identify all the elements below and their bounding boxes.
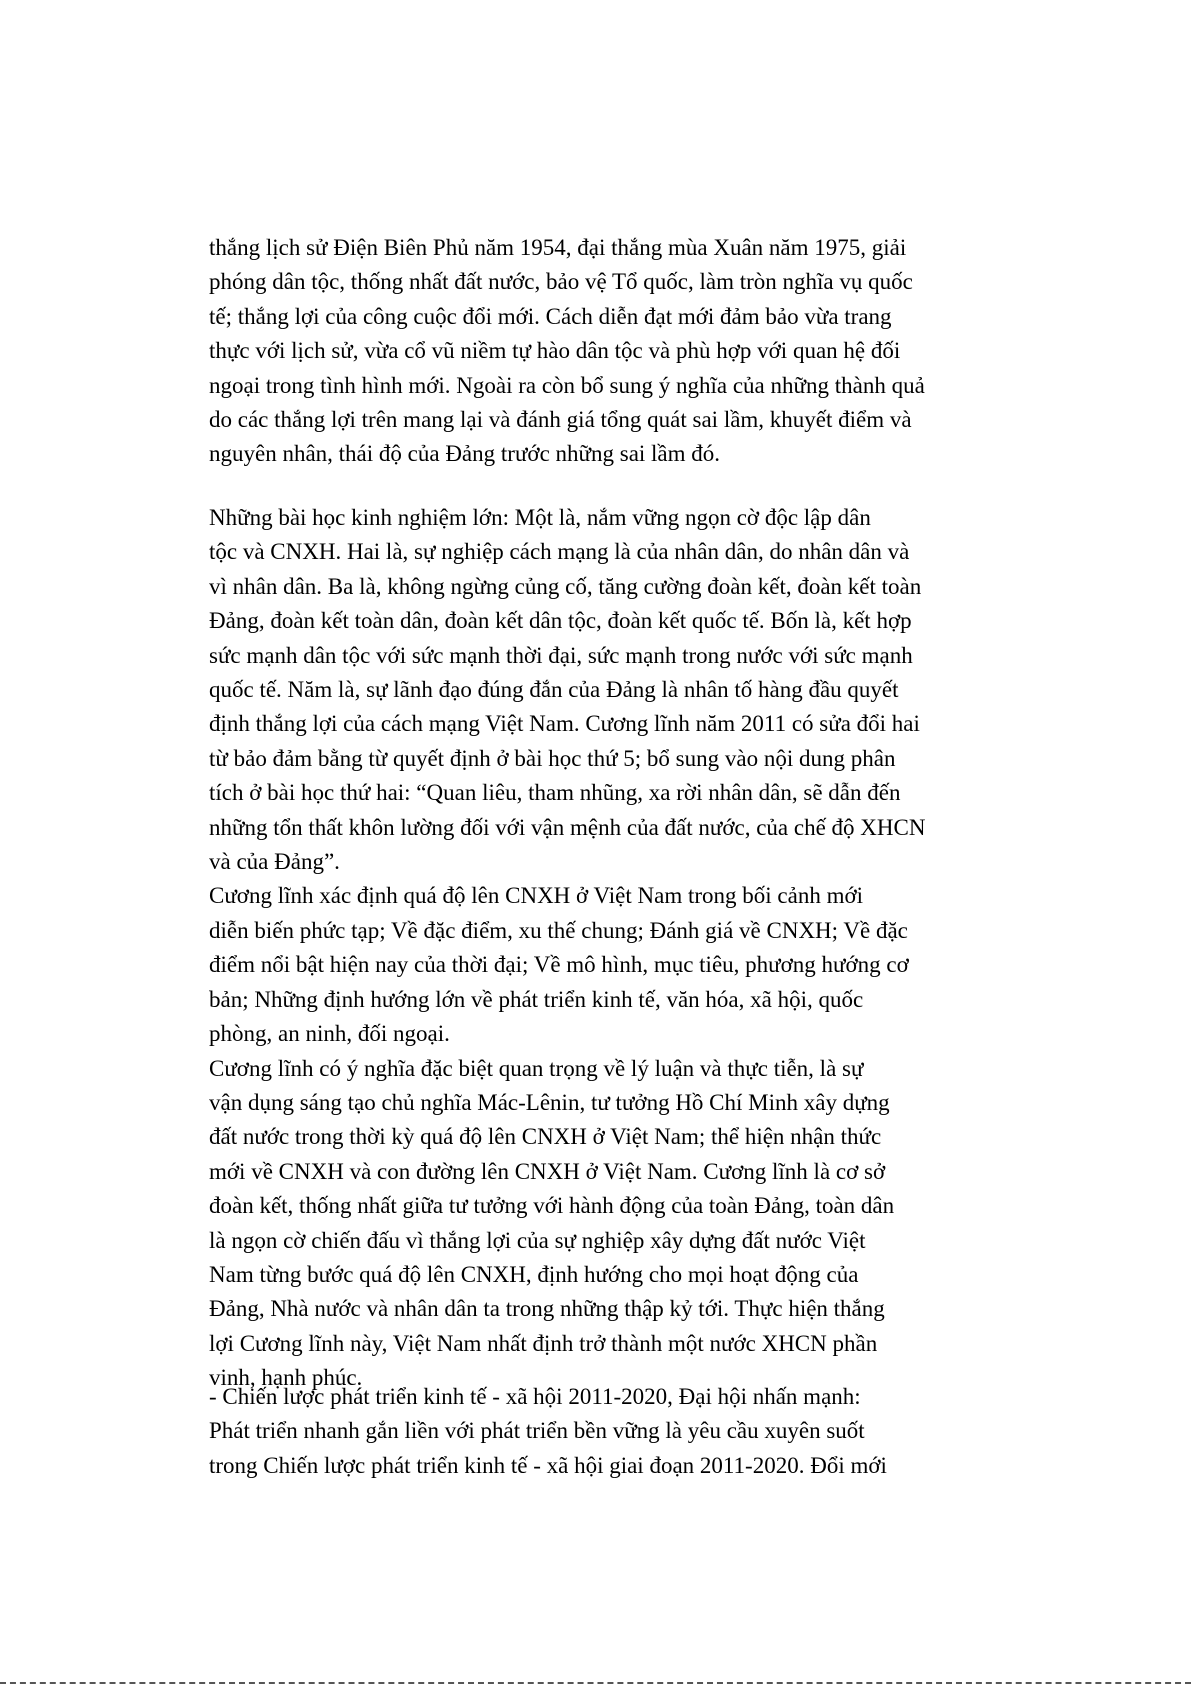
text-line: nguyên nhân, thái độ của Đảng trước những sai lầm đó. [209, 441, 721, 467]
text-line: đất nước trong thời kỳ quá độ lên CNXH ở Việt Nam; thể hiện nhận thức [209, 1124, 882, 1150]
paragraph-strategy [209, 1380, 1009, 1483]
text-line: là ngọn cờ chiến đấu vì thắng lợi của sự nghiệp xây dựng đất nước Việt [209, 1227, 866, 1253]
text-line: Cương lĩnh có ý nghĩa đặc biệt quan trọng về lý luận và thực tiễn, là sự [209, 1055, 864, 1081]
text-line: sức mạnh dân tộc với sức mạnh thời đại, sức mạnh trong nước với sức mạnh [209, 642, 913, 668]
text-line: điểm nổi bật hiện nay của thời đại; Về mô hình, mục tiêu, phương hướng cơ [209, 952, 909, 978]
text-line: vinh, hạnh phúc. [209, 1365, 363, 1391]
text-line: thắng lịch sử Điện Biên Phủ năm 1954, đại thắng mùa Xuân năm 1975, giải [209, 235, 907, 260]
text-line: ngoại trong tình hình mới. Ngoài ra còn bổ sung ý nghĩa của những thành quả [209, 372, 925, 398]
text-line: bản; Những định hướng lớn về phát triển kinh tế, văn hóa, xã hội, quốc [209, 986, 864, 1012]
paragraph-victories [209, 231, 1009, 472]
text-line: vận dụng sáng tạo chủ nghĩa Mác-Lênin, tư tưởng Hồ Chí Minh xây dựng [209, 1089, 890, 1115]
text-line: tộc và CNXH. Hai là, sự nghiệp cách mạng là của nhân dân, do nhân dân và [209, 539, 910, 565]
text-line: và của Đảng”. [209, 849, 340, 875]
text-line: Đảng, Nhà nước và nhân dân ta trong những thập kỷ tới. Thực hiện thắng [209, 1296, 885, 1322]
text-line: mới về CNXH và con đường lên CNXH ở Việt Nam. Cương lĩnh là cơ sở [209, 1158, 886, 1184]
page-bottom-rule [0, 1682, 1191, 1684]
text-line: đoàn kết, thống nhất giữa tư tưởng với hành động của toàn Đảng, toàn dân [209, 1193, 895, 1219]
text-line: - Chiến lược phát triển kinh tế - xã hội 2011-2020, Đại hội nhấn mạnh: [209, 1384, 861, 1409]
text-line: phóng dân tộc, thống nhất đất nước, bảo vệ Tổ quốc, làm tròn nghĩa vụ quốc [209, 269, 913, 295]
text-line: thực với lịch sử, vừa cổ vũ niềm tự hào dân tộc và phù hợp với quan hệ đối [209, 338, 901, 364]
text-line: tích ở bài học thứ hai: “Quan liêu, tham nhũng, xa rời nhân dân, sẽ dẫn đến [209, 780, 901, 806]
text-line: trong Chiến lược phát triển kinh tế - xã hội giai đoạn 2011-2020. Đổi mới [209, 1452, 887, 1478]
text-line: Đảng, đoàn kết toàn dân, đoàn kết dân tộc, đoàn kết quốc tế. Bốn là, kết hợp [209, 608, 912, 634]
text-line: Nam từng bước quá độ lên CNXH, định hướng cho mọi hoạt động của [209, 1261, 859, 1287]
text-line: quốc tế. Năm là, sự lãnh đạo đúng đắn của Đảng là nhân tố hàng đầu quyết [209, 677, 899, 703]
text-line: do các thắng lợi trên mang lại và đánh giá tổng quát sai lầm, khuyết điểm và [209, 407, 912, 433]
text-line: lợi Cương lĩnh này, Việt Nam nhất định trở thành một nước XHCN phần [209, 1330, 878, 1356]
text-line: từ bảo đảm bằng từ quyết định ở bài học thứ 5; bổ sung vào nội dung phân [209, 745, 896, 771]
text-line: những tổn thất khôn lường đối với vận mệnh của đất nước, của chế độ XHCN [209, 814, 926, 840]
text-line: phòng, an ninh, đối ngoại. [209, 1021, 450, 1047]
text-line: vì nhân dân. Ba là, không ngừng củng cố, tăng cường đoàn kết, đoàn kết toàn [209, 573, 922, 599]
text-line: diễn biến phức tạp; Về đặc điểm, xu thế chung; Đánh giá về CNXH; Về đặc [209, 917, 908, 943]
text-line: định thắng lợi của cách mạng Việt Nam. Cương lĩnh năm 2011 có sửa đổi hai [209, 711, 920, 737]
paragraph-lessons-and-platform [209, 501, 1009, 1396]
text-line: Cương lĩnh xác định quá độ lên CNXH ở Việt Nam trong bối cảnh mới [209, 883, 864, 909]
text-line: Phát triển nhanh gắn liền với phát triển bền vững là yêu cầu xuyên suốt [209, 1418, 865, 1444]
text-line: Những bài học kinh nghiệm lớn: Một là, nắm vững ngọn cờ độc lập dân [209, 505, 871, 530]
text-line: tế; thắng lợi của công cuộc đổi mới. Cách diễn đạt mới đảm bảo vừa trang [209, 303, 892, 329]
